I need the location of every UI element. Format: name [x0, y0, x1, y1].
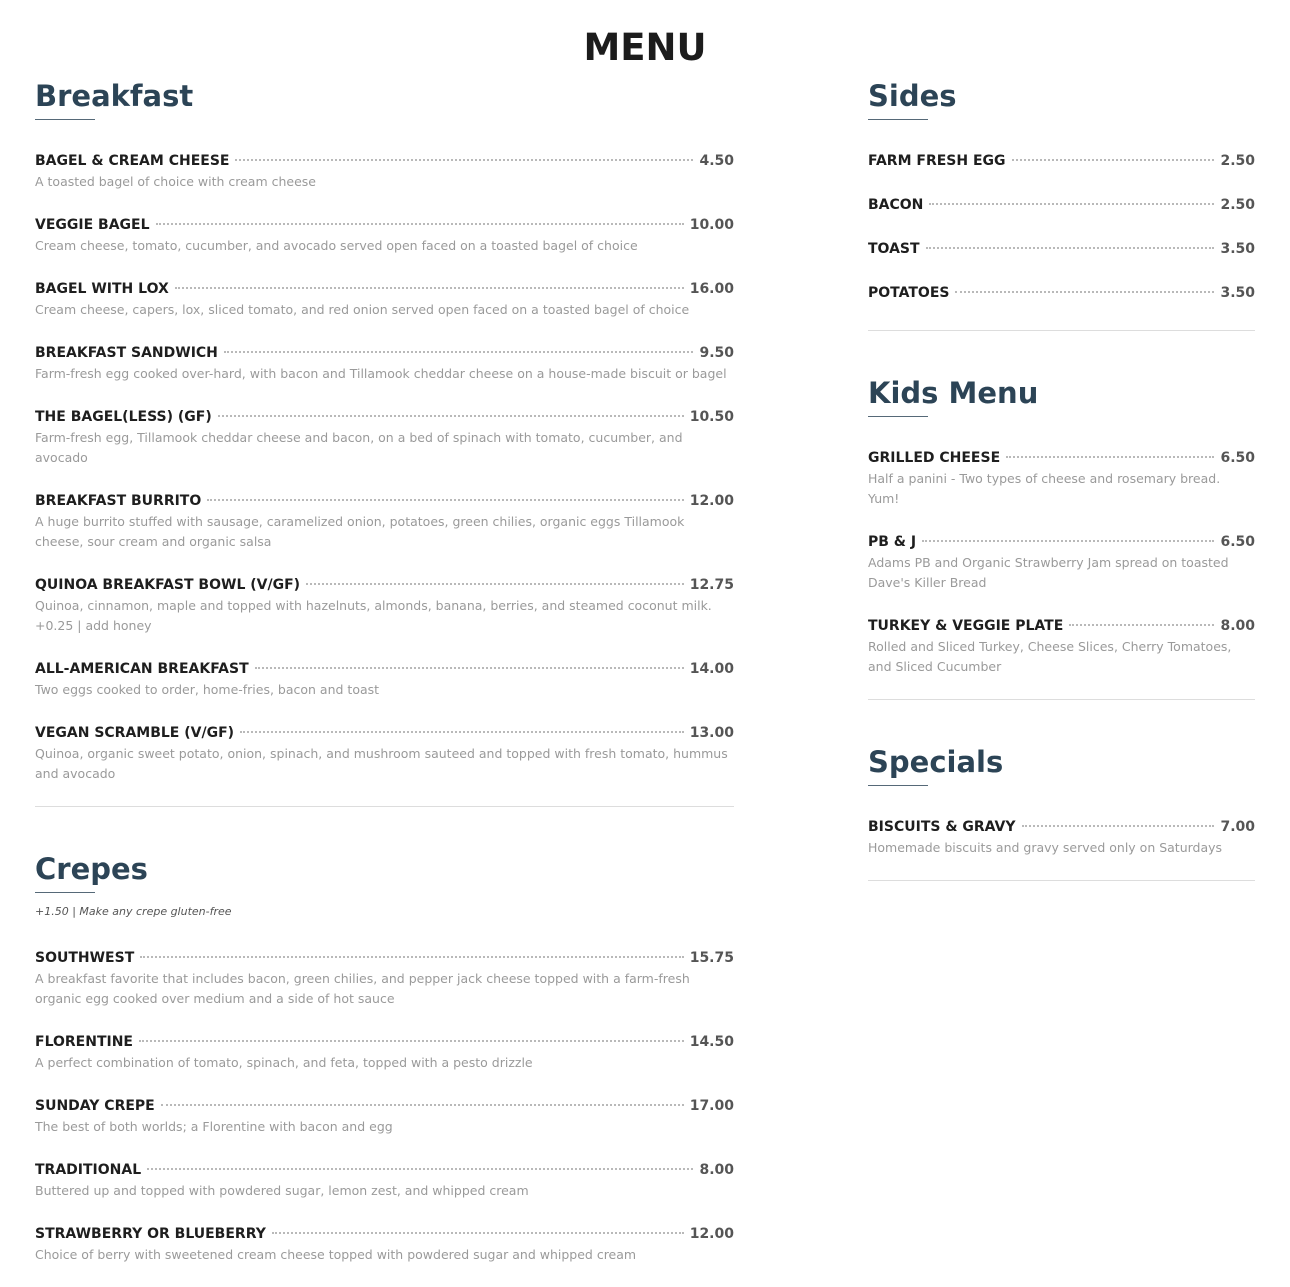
item-description: Quinoa, organic sweet potato, onion, spinach, and mushroom sauteed and topped with fresh tomato, hummus and avocado [35, 746, 728, 781]
item-price: 15.75 [689, 950, 734, 966]
item-description: Half a panini - Two types of cheese and rosemary bread. Yum! [868, 471, 1221, 506]
section-divider [35, 806, 734, 807]
menu-item [35, 1031, 734, 1073]
item-description: Rolled and Sliced Turkey, Cheese Slices, Cherry Tomatoes, and Sliced Cucumber [868, 639, 1232, 674]
item-description: A toasted bagel of choice with cream cheese [35, 174, 316, 189]
menu-item [868, 615, 1255, 677]
item-description: Choice of berry with sweetened cream cheese topped with powdered sugar and whipped cream [35, 1247, 637, 1262]
dot-leader [306, 583, 684, 585]
crepes-items [35, 947, 734, 1265]
menu-item [868, 531, 1255, 593]
dot-leader [922, 540, 1214, 542]
item-price: 2.50 [1220, 197, 1255, 213]
item-description: Buttered up and topped with powdered sugar, lemon zest, and whipped cream [35, 1183, 529, 1198]
item-description: Cream cheese, tomato, cucumber, and avocado served open faced on a toasted bagel of choice [35, 238, 638, 253]
crepes-title: Crepes [35, 852, 148, 886]
item-description: A perfect combination of tomato, spinach, and feta, topped with a pesto drizzle [35, 1055, 533, 1070]
item-name: VEGGIE BAGEL [35, 217, 150, 233]
dot-leader [218, 415, 684, 417]
menu-item [868, 150, 1255, 172]
item-price: 8.00 [1220, 618, 1255, 634]
section-underline [35, 119, 95, 120]
section-divider [868, 330, 1255, 331]
dot-leader [147, 1168, 693, 1170]
item-price: 14.00 [689, 661, 734, 677]
item-description: Farm-fresh egg, Tillamook cheddar cheese and bacon, on a bed of spinach with tomato, cucumber, and avocado [35, 430, 683, 465]
menu-item [35, 722, 734, 784]
menu-item [868, 447, 1255, 509]
sides-title: Sides [868, 79, 957, 113]
item-name: BAGEL WITH LOX [35, 281, 169, 297]
menu-item [35, 947, 734, 1009]
item-price: 6.50 [1220, 450, 1255, 466]
menu-item [35, 406, 734, 468]
item-description: Homemade biscuits and gravy served only on Saturdays [868, 840, 1223, 855]
item-name: THE BAGEL(LESS) (GF) [35, 409, 212, 425]
dot-leader [926, 247, 1215, 249]
item-name: TURKEY & VEGGIE PLATE [868, 618, 1064, 634]
dot-leader [272, 1232, 684, 1234]
item-name: VEGAN SCRAMBLE (V/GF) [35, 725, 235, 741]
menu-item [868, 816, 1255, 858]
dot-leader [1022, 825, 1215, 827]
item-price: 4.50 [699, 153, 734, 169]
kids-items [868, 447, 1255, 677]
item-price: 17.00 [689, 1098, 734, 1114]
dot-leader [161, 1104, 684, 1106]
dot-leader [1012, 159, 1215, 161]
item-description: A huge burrito stuffed with sausage, caramelized onion, potatoes, green chilies, organic eggs Tillamook cheese, sour cream and organic salsa [35, 514, 685, 549]
item-description: Farm-fresh egg cooked over-hard, with bacon and Tillamook cheddar cheese on a house-made biscuit or bagel [35, 366, 727, 381]
item-name: BISCUITS & GRAVY [868, 819, 1016, 835]
kids-section [868, 375, 1255, 700]
dot-leader [156, 223, 684, 225]
item-price: 9.50 [699, 345, 734, 361]
item-name: BAGEL & CREAM CHEESE [35, 153, 230, 169]
item-description: A breakfast favorite that includes bacon, green chilies, and pepper jack cheese topped with a farm-fresh organic egg cooked over medium and a side of hot sauce [35, 971, 690, 1006]
section-divider [868, 880, 1255, 881]
item-price: 12.75 [689, 577, 734, 593]
menu-item [35, 278, 734, 320]
dot-leader [224, 351, 694, 353]
item-price: 16.00 [689, 281, 734, 297]
dot-leader [255, 667, 684, 669]
item-name: BREAKFAST SANDWICH [35, 345, 218, 361]
item-price: 8.00 [699, 1162, 734, 1178]
item-price: 3.50 [1220, 285, 1255, 301]
dot-leader [1006, 456, 1214, 458]
item-price: 3.50 [1220, 241, 1255, 257]
left-column [35, 78, 734, 1287]
specials-items [868, 816, 1255, 858]
menu-item [868, 194, 1255, 216]
item-description: Quinoa, cinnamon, maple and topped with hazelnuts, almonds, banana, berries, and steamed coconut milk. +0.25 | add honey [35, 598, 712, 633]
section-divider [868, 699, 1255, 700]
section-underline [35, 892, 95, 893]
item-name: FARM FRESH EGG [868, 153, 1006, 169]
menu-item [868, 238, 1255, 260]
sides-section [868, 78, 1255, 331]
item-name: POTATOES [868, 285, 950, 301]
menu-item [35, 1095, 734, 1137]
item-price: 2.50 [1220, 153, 1255, 169]
item-price: 13.00 [689, 725, 734, 741]
menu-item [35, 150, 734, 192]
section-underline [868, 785, 928, 786]
dot-leader [929, 203, 1214, 205]
item-price: 12.00 [689, 493, 734, 509]
breakfast-items [35, 150, 734, 784]
item-description: The best of both worlds; a Florentine with bacon and egg [35, 1119, 393, 1134]
section-underline [868, 416, 928, 417]
menu-item [35, 658, 734, 700]
dot-leader [955, 291, 1214, 293]
right-column [868, 78, 1255, 925]
item-price: 12.00 [689, 1226, 734, 1242]
item-price: 7.00 [1220, 819, 1255, 835]
item-name: SOUTHWEST [35, 950, 135, 966]
item-name: TRADITIONAL [35, 1162, 142, 1178]
item-name: STRAWBERRY OR BLUEBERRY [35, 1226, 266, 1242]
item-name: FLORENTINE [35, 1034, 133, 1050]
menu-item [35, 574, 734, 636]
menu-item [35, 490, 734, 552]
breakfast-section [35, 78, 734, 807]
dot-leader [139, 1040, 684, 1042]
specials-title: Specials [868, 745, 1004, 779]
item-price: 10.00 [689, 217, 734, 233]
dot-leader [1069, 624, 1214, 626]
crepes-note: +1.50 | Make any crepe gluten-free [35, 905, 232, 918]
item-name: ALL-AMERICAN BREAKFAST [35, 661, 249, 677]
sides-items [868, 150, 1255, 304]
dot-leader [140, 956, 683, 958]
dot-leader [240, 731, 684, 733]
item-name: GRILLED CHEESE [868, 450, 1001, 466]
section-underline [868, 119, 928, 120]
item-name: QUINOA BREAKFAST BOWL (V/GF) [35, 577, 301, 593]
breakfast-title: Breakfast [35, 79, 194, 113]
page-title: MENU [583, 26, 707, 69]
dot-leader [175, 287, 684, 289]
specials-section [868, 744, 1255, 881]
menu-item [35, 342, 734, 384]
crepes-section [35, 851, 734, 1265]
item-description: Two eggs cooked to order, home-fries, bacon and toast [35, 682, 380, 697]
item-name: SUNDAY CREPE [35, 1098, 155, 1114]
item-name: TOAST [868, 241, 920, 257]
item-price: 10.50 [689, 409, 734, 425]
menu-item [35, 214, 734, 256]
item-price: 14.50 [689, 1034, 734, 1050]
menu-item [35, 1159, 734, 1201]
item-name: PB & J [868, 534, 917, 550]
dot-leader [207, 499, 683, 501]
item-description: Adams PB and Organic Strawberry Jam spread on toasted Dave's Killer Bread [868, 555, 1229, 590]
menu-item [35, 1223, 734, 1265]
item-name: BACON [868, 197, 924, 213]
item-price: 6.50 [1220, 534, 1255, 550]
kids-title: Kids Menu [868, 376, 1039, 410]
dot-leader [235, 159, 693, 161]
item-name: BREAKFAST BURRITO [35, 493, 202, 509]
menu-item [868, 282, 1255, 304]
item-description: Cream cheese, capers, lox, sliced tomato, and red onion served open faced on a toasted bagel of choice [35, 302, 690, 317]
